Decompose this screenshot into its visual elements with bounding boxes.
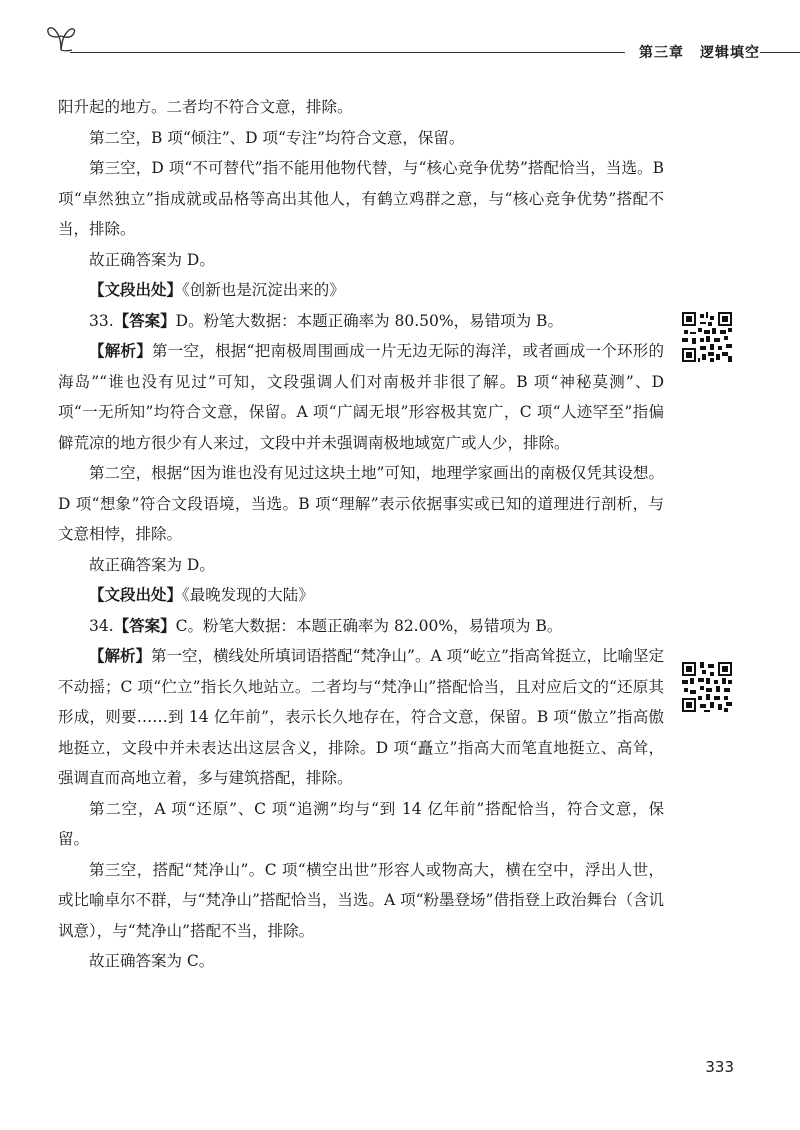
leaf-sprout-icon — [46, 24, 76, 52]
analysis-paragraph — [58, 336, 664, 458]
answer-line — [58, 611, 664, 642]
source-tag: 【文段出处】 — [89, 281, 183, 299]
answer-tag: 【答案】 — [113, 311, 176, 330]
paragraph — [58, 946, 664, 977]
paragraph-text: 故正确答案为 D。 — [89, 555, 215, 574]
question-number: 34. — [89, 616, 114, 635]
chapter-heading — [625, 42, 760, 62]
analysis-paragraph — [58, 641, 664, 794]
source-title: 《创新也是沉淀出来的》 — [182, 281, 345, 299]
answer-text: D。粉笔大数据：本题正确率为 80.50%，易错项为 B。 — [175, 311, 563, 330]
answer-tag: 【答案】 — [113, 616, 176, 635]
paragraph — [58, 245, 664, 276]
question-number: 33. — [89, 311, 114, 330]
paragraph-text: 故正确答案为 D。 — [89, 250, 215, 269]
answer-text: C。粉笔大数据：本题正确率为 82.00%，易错项为 B。 — [175, 616, 563, 635]
qr-code-icon[interactable] — [682, 312, 732, 362]
paragraph — [58, 123, 664, 154]
paragraph-text: 第二空，根据“因为谁也没有见过这块土地”可知，地理学家画出的南极仅凭其设想。D 项“想象”符合文段语境，当选。B 项“理解”表示依据事实或已知的道理进行剖析，与文意相悖，排除。 — [58, 464, 664, 543]
qr-code-icon[interactable] — [682, 662, 732, 712]
chapter-title: 逻辑填空 — [700, 45, 760, 61]
source-tag: 【文段出处】 — [89, 586, 183, 604]
source-title: 《最晚发现的大陆》 — [182, 586, 314, 604]
source-line — [58, 275, 664, 306]
page-header — [0, 0, 800, 70]
paragraph — [58, 153, 664, 245]
chapter-number: 第三章 — [639, 45, 684, 61]
paragraph — [58, 550, 664, 581]
header-rule-tail — [760, 52, 800, 53]
paragraph — [58, 855, 664, 947]
paragraph — [58, 92, 664, 123]
answer-line — [58, 306, 664, 337]
paragraph — [58, 458, 664, 550]
paragraph-text: 第二空，B 项“倾注”、D 项“专注”均符合文意，保留。 — [89, 128, 465, 147]
paragraph-text: 第三空，D 项“不可替代”指不能用他物代替，与“核心竞争优势”搭配恰当，当选。B 项“卓然独立”指成就或品格等高出其他人，有鹤立鸡群之意，与“核心竞争优势”搭配不当，排除。 — [58, 159, 664, 238]
analysis-text: 第一空，横线处所填词语搭配“梵净山”。A 项“屹立”指高耸挺立，比喻坚定不动摇；C 项“伫立”指长久地站立。二者均与“梵净山”搭配恰当，且对应后文的“还原其形成，则要……到 14 亿年前”，表示长久地存在，符合文意，保留。B 项“傲立”指高傲地挺立，文段中并未表达出这层含义，排除。D 项“矗立”指高大而笔直地挺立、高耸，强调直而高地立着，多与建筑搭配，排除。 — [58, 647, 664, 787]
analysis-text: 第一空，根据“把南极周围画成一片无边无际的海洋，或者画成一个环形的海岛”“谁也没有见过”可知，文段强调人们对南极并非很了解。B 项“神秘莫测”、D 项“一无所知”均符合文意，保留。A 项“广阔无垠”形容极其宽广，C 项“人迹罕至”指偏僻荒凉的地方很少有人来过，文段中并未强调南极地域宽广或人少，排除。 — [58, 342, 664, 452]
paragraph-text: 阳升起的地方。二者均不符合文意，排除。 — [58, 98, 353, 116]
page-body — [58, 92, 664, 977]
analysis-tag: 【解析】 — [89, 342, 153, 360]
paragraph-text: 故正确答案为 C。 — [89, 952, 215, 970]
paragraph-text: 第三空，搭配“梵净山”。C 项“横空出世”形容人或物高大，横在空中，浮出人世，或比喻卓尔不群，与“梵净山”搭配恰当，当选。A 项“粉墨登场”借指登上政治舞台（含讥讽意），与“梵净山”搭配不当，排除。 — [58, 860, 664, 940]
page-number: 333 — [705, 1058, 734, 1076]
source-line — [58, 580, 664, 611]
paragraph — [58, 794, 664, 855]
analysis-tag: 【解析】 — [89, 647, 152, 665]
paragraph-text: 第二空，A 项“还原”、C 项“追溯”均与“到 14 亿年前”搭配恰当，符合文意，保留。 — [58, 799, 664, 848]
